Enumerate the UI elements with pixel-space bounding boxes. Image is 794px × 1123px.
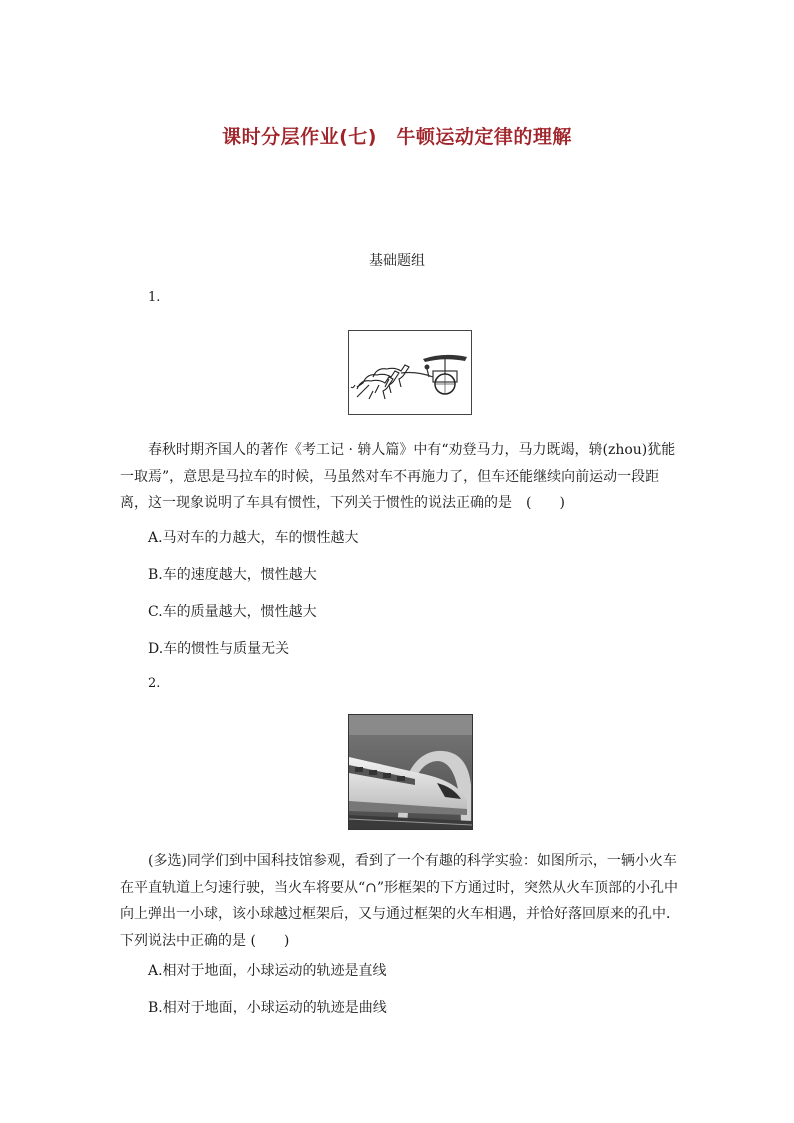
question-1-option-d[interactable]: D.车的惯性与质量无关 [148, 641, 290, 657]
train-drawing [349, 715, 472, 829]
question-2-option-a[interactable]: A.相对于地面，小球运动的轨迹是直线 [148, 963, 387, 979]
question-2-text: (多选)同学们到中国科技馆参观，看到了一个有趣的科学实验：如图所示，一辆小火车在平直轨道上匀速行驶，当火车将要从“∩”形框架的下方通过时，突然从火车顶部的小孔中向上弹出一小球，该小球越过框架后，又与通过框架的火车相遇，并恰好落回原来的孔中．下列说法中正确的是 ( ) [120, 853, 680, 949]
question-1-option-c[interactable]: C.车的质量越大，惯性越大 [148, 604, 317, 620]
question-1-option-b[interactable]: B.车的速度越大，惯性越大 [148, 567, 317, 583]
question-1-text: 春秋时期齐国人的著作《考工记 · 辀人篇》中有“劝登马力，马力既竭，辀(zhou)犹能一取焉”，意思是马拉车的时候，马虽然对车不再施力了，但车还能继续向前运动一段距离，这一现象说明了车具有惯性，下列关于惯性的说法正确的是 ( ) [120, 442, 676, 511]
chariot-figure [348, 330, 472, 415]
train-photo [348, 714, 473, 830]
section-heading: 基础题组 [369, 253, 425, 269]
page-title: 课时分层作业(七) 牛顿运动定律的理解 [222, 126, 572, 148]
chariot-drawing [349, 331, 471, 414]
question-2-option-b[interactable]: B.相对于地面，小球运动的轨迹是曲线 [148, 1000, 387, 1016]
question-1-number: 1. [148, 290, 161, 305]
question-1-option-a[interactable]: A.马对车的力越大，车的惯性越大 [148, 530, 359, 546]
question-2-number: 2. [148, 676, 161, 691]
